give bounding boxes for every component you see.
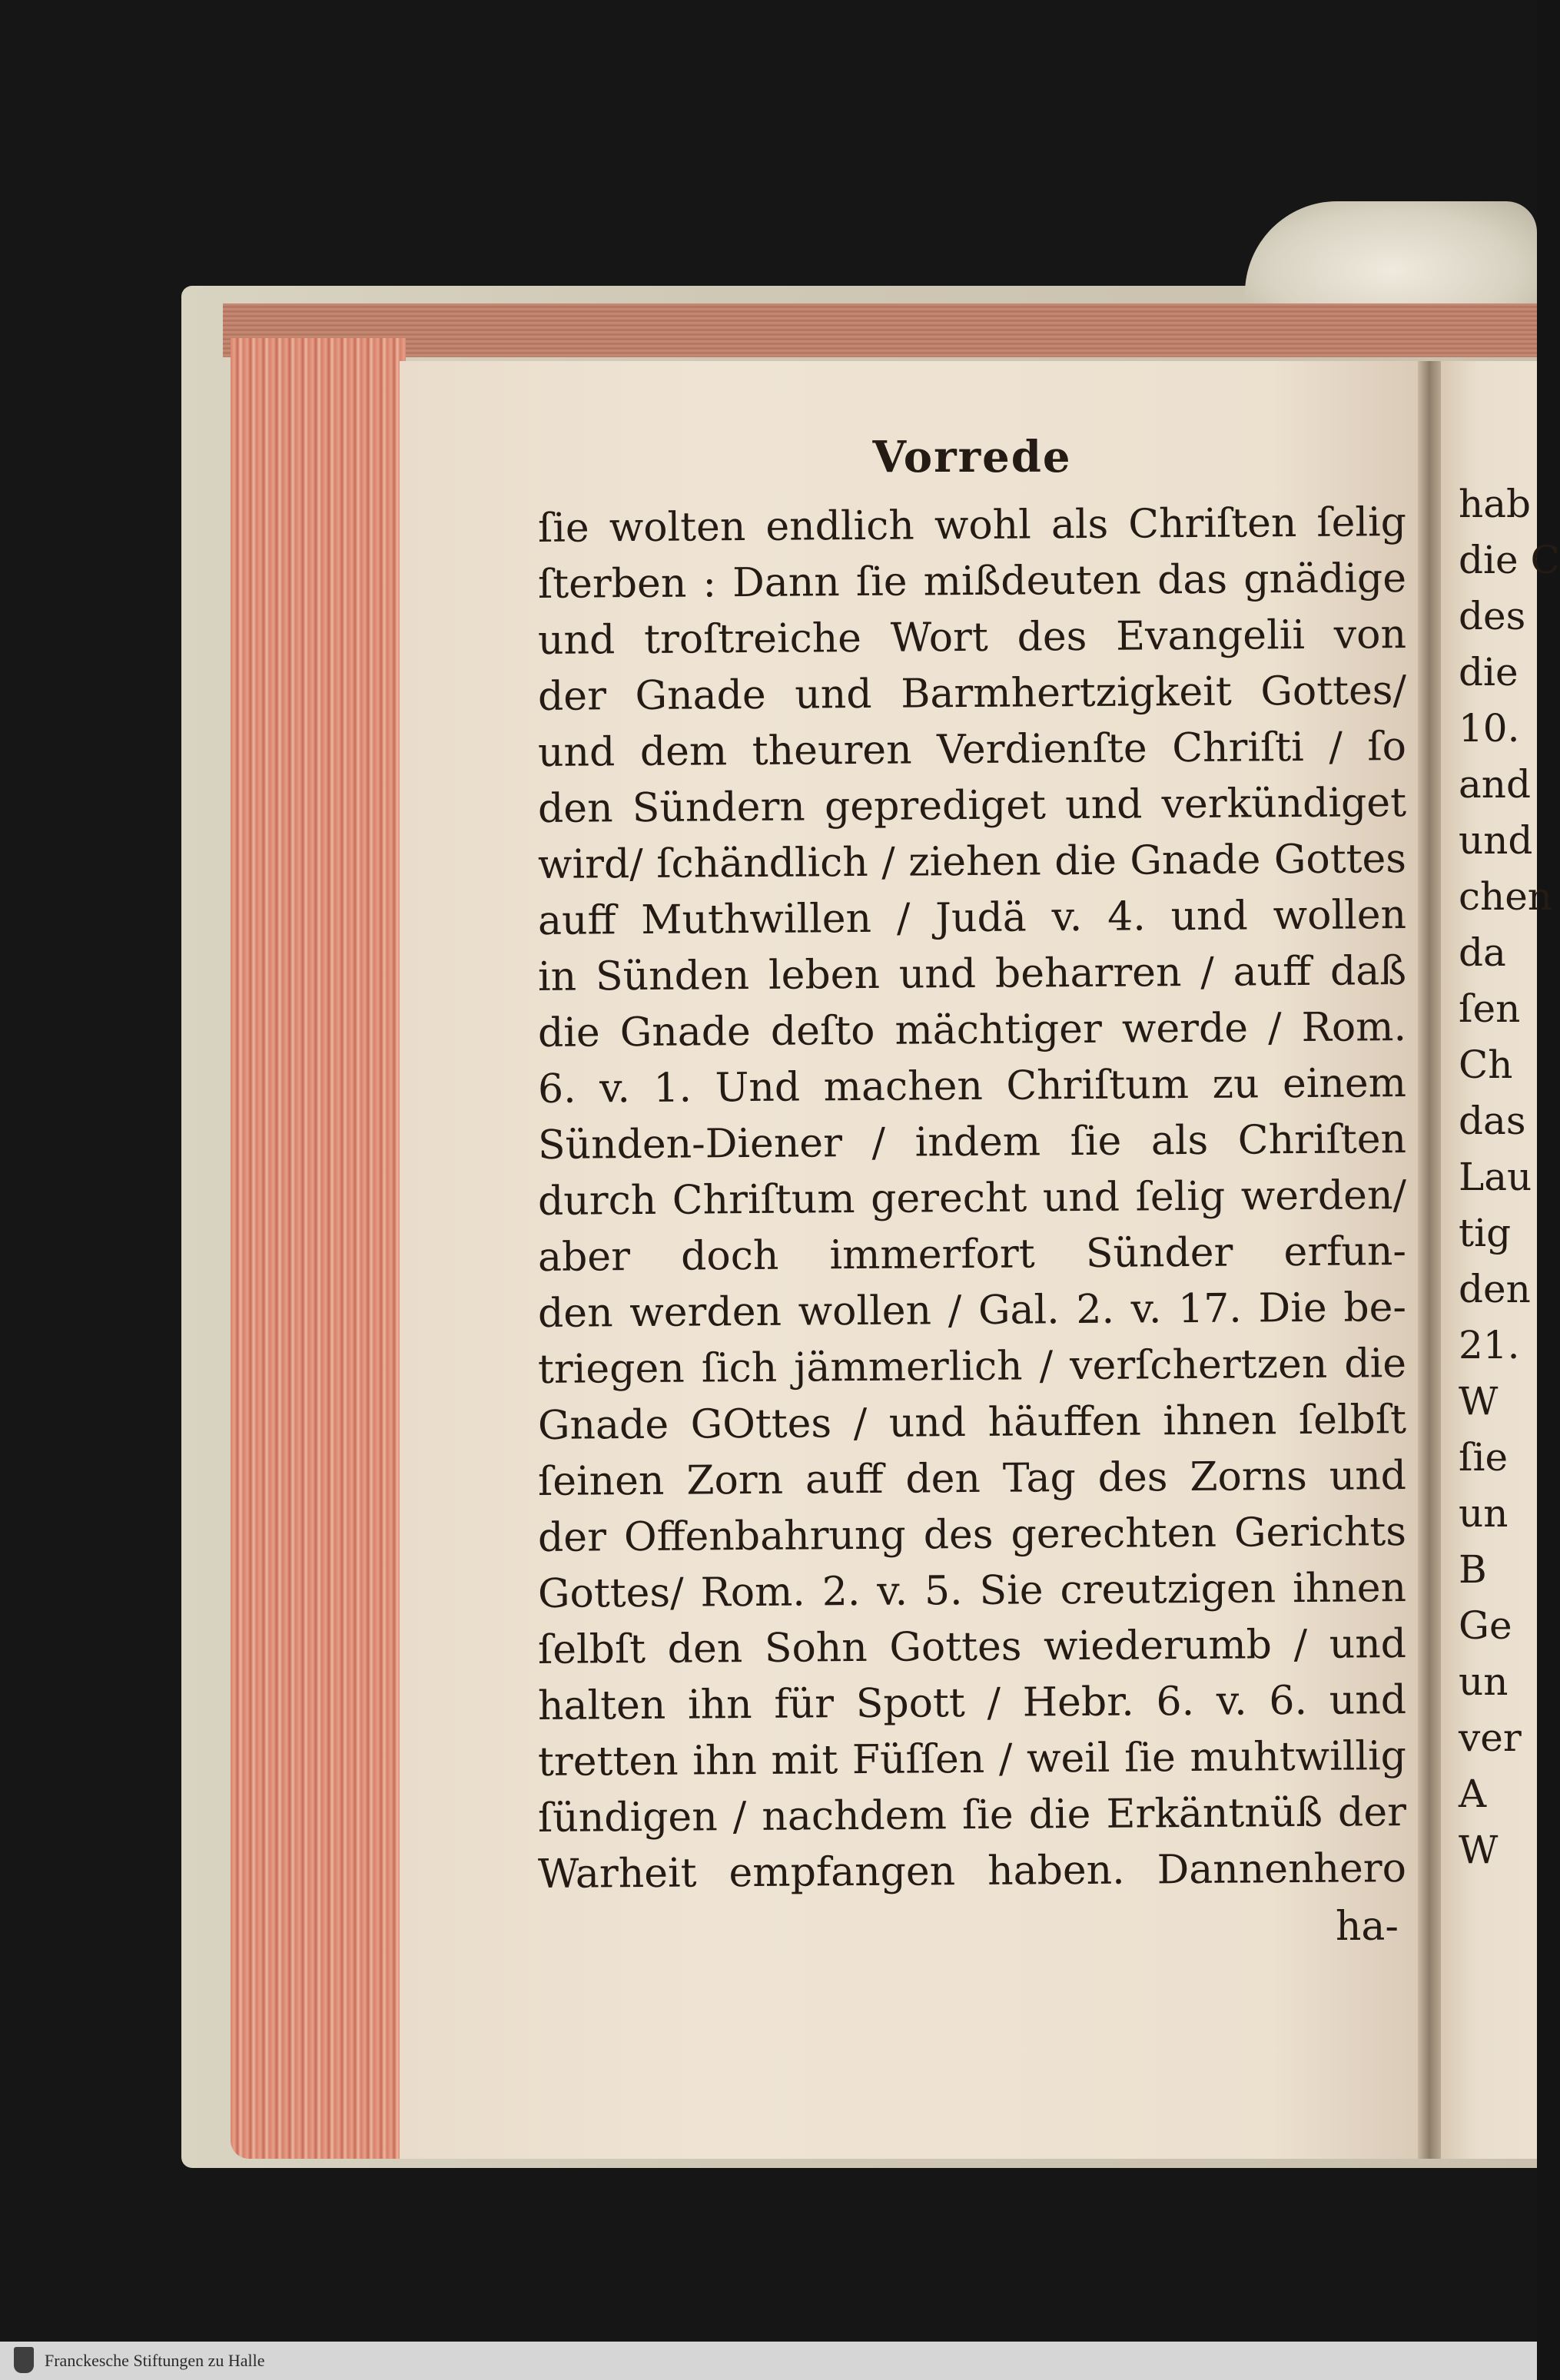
red-fore-edge bbox=[231, 338, 406, 2159]
text-line: und dem theuren Verdienſte Chriſti / ſo bbox=[537, 724, 1407, 776]
text-line: der Gnade und Barmhertzigkeit Gottes/ bbox=[537, 668, 1407, 720]
facing-page-fragment: ver bbox=[1459, 1715, 1522, 1760]
institution-label: Franckesche Stiftungen zu Halle bbox=[45, 2351, 265, 2370]
viewer-footer bbox=[0, 2342, 1537, 2380]
facing-page-fragment: A bbox=[1459, 1772, 1487, 1816]
text-line: den Sündern geprediget und verkündiget bbox=[537, 780, 1407, 832]
facing-page-fragment: ſie bbox=[1459, 1435, 1509, 1480]
text-line: ſie wolten endlich wohl als Chriſten ſelig bbox=[537, 499, 1407, 552]
text-line: Sünden-Diener / indem ſie als Chriſten bbox=[537, 1116, 1407, 1168]
facing-page-fragment: und bbox=[1459, 818, 1533, 863]
text-line: ſündigen / nachdem ſie die Erkäntnüß der bbox=[537, 1789, 1407, 1841]
facing-page-fragment: die C bbox=[1459, 538, 1560, 582]
facing-page-fragment: 10. bbox=[1459, 706, 1520, 751]
text-line: Warheit empfangen haben. Dannenhero bbox=[537, 1845, 1407, 1898]
facing-page-fragment: B bbox=[1459, 1547, 1487, 1592]
facing-page-fragment: ſen bbox=[1459, 986, 1521, 1031]
text-line: in Sünden leben und beharren / auff daß bbox=[537, 948, 1407, 1000]
text-line: triegen ſich jämmerlich / verſchertzen die bbox=[537, 1341, 1407, 1393]
book-headband bbox=[1245, 201, 1537, 317]
facing-page-text-fragments bbox=[1459, 476, 1560, 1878]
facing-page-fragment: un bbox=[1459, 1659, 1509, 1704]
text-line: durch Chriſtum gerecht und ſelig werden/ bbox=[537, 1172, 1407, 1225]
facing-page-fragment: Ch bbox=[1459, 1042, 1513, 1087]
facing-page-fragment: da bbox=[1459, 930, 1506, 975]
text-line: und troſtreiche Wort des Evangelii von bbox=[537, 612, 1407, 664]
text-line: halten ihn für Spott / Hebr. 6. v. 6. und bbox=[537, 1677, 1407, 1729]
text-line: aber doch immerfort Sünder erfun- bbox=[537, 1228, 1407, 1281]
facing-page-fragment: hab bbox=[1459, 482, 1532, 526]
facing-page-fragment: das bbox=[1459, 1099, 1526, 1143]
facing-page-fragment: and bbox=[1459, 762, 1532, 807]
facing-page-fragment: un bbox=[1459, 1491, 1509, 1536]
catchword: ha- bbox=[1335, 1904, 1399, 1950]
text-line: die Gnade deſto mächtiger werde / Rom. bbox=[537, 1004, 1407, 1056]
text-line: Gnade GOttes / und häuffen ihnen ſelbſt bbox=[537, 1397, 1407, 1449]
facing-page-fragment: Ge bbox=[1459, 1603, 1512, 1648]
body-text bbox=[538, 498, 1406, 1900]
facing-page-fragment: Lau bbox=[1459, 1155, 1532, 1199]
text-line: ſeinen Zorn auff den Tag des Zorns und bbox=[537, 1453, 1407, 1505]
facing-page-fragment: chen bbox=[1459, 874, 1552, 919]
text-line: den werden wollen / Gal. 2. v. 17. Die be- bbox=[537, 1284, 1407, 1337]
text-line: auff Muthwillen / Judä v. 4. und wollen bbox=[537, 892, 1407, 944]
text-line: wird/ ſchändlich / ziehen die Gnade Gottes bbox=[537, 836, 1407, 888]
page-text-block bbox=[538, 430, 1406, 1954]
facing-page-fragment: den bbox=[1459, 1267, 1531, 1311]
institution-logo-icon bbox=[14, 2347, 34, 2373]
text-line: ſterben : Dann ſie mißdeuten das gnädige bbox=[537, 555, 1407, 608]
page-top-edge bbox=[223, 303, 1537, 357]
facing-page-fragment: die bbox=[1459, 650, 1519, 694]
text-line: Gottes/ Rom. 2. v. 5. Sie creutzigen ihnen bbox=[537, 1565, 1407, 1617]
text-line: der Offenbahrung des gerechten Gerichts bbox=[537, 1509, 1407, 1561]
facing-page-fragment: W bbox=[1459, 1379, 1499, 1424]
book-gutter bbox=[1418, 361, 1441, 2159]
text-line: 6. v. 1. Und machen Chriſtum zu einem bbox=[537, 1060, 1407, 1112]
text-line: tretten ihn mit Füſſen / weil ſie muhtwillig bbox=[537, 1733, 1407, 1785]
facing-page-fragment: tig bbox=[1459, 1211, 1512, 1255]
running-head: Vorrede bbox=[872, 432, 1072, 482]
facing-page-fragment: 21. bbox=[1459, 1323, 1520, 1367]
text-line: ſelbſt den Sohn Gottes wiederumb / und bbox=[537, 1621, 1407, 1673]
facing-page-fragment: des bbox=[1459, 594, 1526, 638]
facing-page-fragment: W bbox=[1459, 1828, 1499, 1872]
